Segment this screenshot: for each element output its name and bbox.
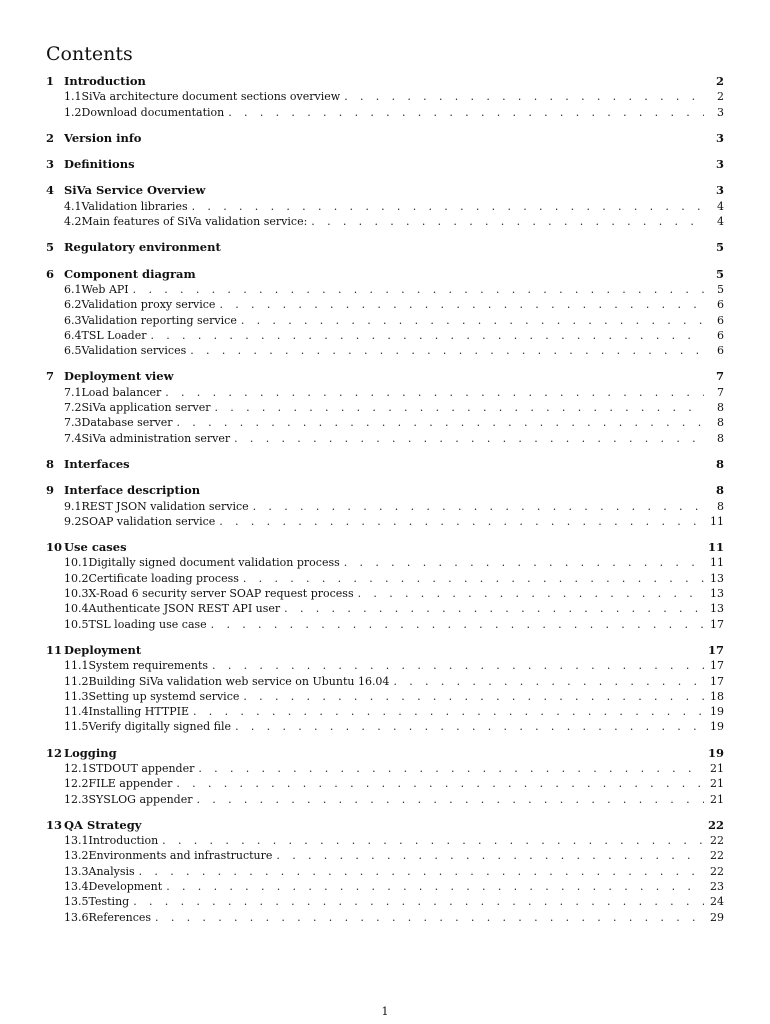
toc-subsection-entry[interactable] <box>46 689 724 704</box>
toc-subsection-entry[interactable] <box>46 601 724 616</box>
subsection-page-number: 22 <box>710 849 724 863</box>
subsection-page-number: 23 <box>710 880 724 894</box>
subsection-page-number: 19 <box>710 720 724 734</box>
subsection-page-number: 6 <box>717 328 724 342</box>
section-page-number: 3 <box>715 183 724 198</box>
subsection-title: References <box>88 910 152 924</box>
subsection-title: Testing <box>88 895 130 909</box>
toc-subsection-entry[interactable] <box>46 761 724 776</box>
subsection-page-number: 4 <box>717 215 724 229</box>
subsection-page-number: 19 <box>710 705 724 719</box>
dot-leader <box>165 385 704 400</box>
section-title: Version info <box>64 130 142 145</box>
subsection-title: Validation proxy service <box>81 298 216 312</box>
section-number: 10 <box>46 540 63 555</box>
subsection-page-number: 29 <box>710 910 724 924</box>
subsection-page-number: 13 <box>710 571 724 585</box>
dot-leader <box>311 214 704 229</box>
dot-leader <box>243 689 704 704</box>
subsection-page-number: 21 <box>710 792 724 806</box>
subsection-title: Certificate loading process <box>88 571 239 585</box>
toc-subsection-entry[interactable] <box>46 894 724 909</box>
subsection-page-number: 22 <box>710 834 724 848</box>
section-page-number: 8 <box>715 483 724 498</box>
subsection-number: 12.3 <box>64 792 89 806</box>
toc-section <box>46 746 724 807</box>
subsection-number: 4.2 <box>64 215 82 229</box>
toc-section <box>46 369 724 445</box>
subsection-page-number: 2 <box>717 90 724 104</box>
subsection-title: STDOUT appender <box>88 761 195 775</box>
dot-leader <box>177 415 704 430</box>
subsection-page-number: 13 <box>710 602 724 616</box>
section-number: 12 <box>46 745 63 760</box>
dot-leader <box>235 719 704 734</box>
subsection-title: REST JSON validation service <box>81 499 249 513</box>
toc-section <box>46 74 724 120</box>
section-number: 7 <box>46 369 55 384</box>
subsection-number: 13.4 <box>64 880 89 894</box>
toc-subsection-entry[interactable] <box>46 704 724 719</box>
section-number: 13 <box>46 817 63 832</box>
subsection-page-number: 24 <box>710 895 724 909</box>
toc-heading: Contents <box>46 43 133 65</box>
subsection-number: 11.5 <box>64 720 89 734</box>
section-title: Interfaces <box>64 456 130 471</box>
section-page-number: 2 <box>715 74 724 88</box>
table-of-contents <box>46 74 724 925</box>
toc-subsection-entry[interactable] <box>46 658 724 673</box>
subsection-number: 10.3 <box>64 587 89 601</box>
subsection-number: 13.6 <box>64 910 89 924</box>
subsection-page-number: 5 <box>717 282 724 296</box>
subsection-title: Setting up systemd service <box>88 689 240 703</box>
section-page-number: 3 <box>715 130 724 145</box>
dot-leader <box>190 343 704 358</box>
subsection-title: FILE appender <box>88 777 173 791</box>
dot-leader <box>196 792 704 807</box>
toc-subsection-entry[interactable] <box>46 776 724 791</box>
section-title: Component diagram <box>64 266 196 281</box>
subsection-title: Database server <box>81 416 173 430</box>
subsection-number: 7.2 <box>64 401 82 415</box>
toc-section <box>46 818 724 925</box>
subsection-title: System requirements <box>88 659 209 673</box>
dot-leader <box>139 864 704 879</box>
subsection-title: Web API <box>81 282 129 296</box>
document-page <box>46 42 724 936</box>
subsection-title: TSL loading use case <box>88 617 207 631</box>
subsection-number: 12.1 <box>64 761 89 775</box>
subsection-page-number: 3 <box>717 105 724 119</box>
toc-section-entry[interactable] <box>46 369 724 384</box>
subsection-number: 10.1 <box>64 556 89 570</box>
subsection-title: Authenticate JSON REST API user <box>88 602 281 616</box>
toc-section <box>46 131 724 146</box>
section-page-number: 17 <box>707 642 724 657</box>
subsection-page-number: 22 <box>710 864 724 878</box>
section-number: 8 <box>46 456 55 471</box>
subsection-title: Verify digitally signed file <box>88 720 232 734</box>
toc-subsection-entry[interactable] <box>46 879 724 894</box>
subsection-page-number: 6 <box>717 344 724 358</box>
subsection-title: Environments and infrastructure <box>88 849 273 863</box>
section-page-number: 7 <box>715 369 724 384</box>
dot-leader <box>155 910 704 925</box>
subsection-page-number: 11 <box>710 556 724 570</box>
subsection-page-number: 18 <box>710 689 724 703</box>
subsection-title: SOAP validation service <box>81 514 216 528</box>
section-page-number: 5 <box>715 240 724 255</box>
toc-subsection-entry[interactable] <box>46 617 724 632</box>
section-number: 3 <box>46 157 55 172</box>
subsection-number: 1.2 <box>64 105 82 119</box>
dot-leader <box>166 879 704 894</box>
subsection-page-number: 4 <box>717 199 724 213</box>
toc-section-entry[interactable] <box>46 157 724 172</box>
subsection-page-number: 7 <box>717 385 724 399</box>
toc-section <box>46 183 724 229</box>
subsection-number: 7.3 <box>64 416 82 430</box>
dot-leader <box>344 89 704 104</box>
subsection-title: Validation services <box>81 344 187 358</box>
dot-leader <box>276 848 704 863</box>
subsection-number: 9.2 <box>64 514 82 528</box>
section-number: 4 <box>46 183 55 198</box>
dot-leader <box>358 586 704 601</box>
dot-leader <box>393 674 704 689</box>
section-page-number: 8 <box>715 456 724 471</box>
subsection-number: 10.2 <box>64 571 89 585</box>
subsection-title: Development <box>88 880 163 894</box>
subsection-number: 10.5 <box>64 617 89 631</box>
section-page-number: 11 <box>707 540 724 555</box>
subsection-number: 13.1 <box>64 834 89 848</box>
toc-subsection-entry[interactable] <box>46 415 724 430</box>
toc-subsection-entry[interactable] <box>46 89 724 104</box>
toc-section-entry[interactable] <box>46 131 724 146</box>
section-number: 1 <box>46 74 55 88</box>
subsection-number: 12.2 <box>64 777 89 791</box>
toc-section-entry[interactable] <box>46 643 724 658</box>
subsection-page-number: 8 <box>717 416 724 430</box>
dot-leader <box>211 617 704 632</box>
dot-leader <box>228 105 704 120</box>
toc-subsection-entry[interactable] <box>46 514 724 529</box>
subsection-title: Validation libraries <box>81 199 188 213</box>
subsection-title: Introduction <box>88 834 159 848</box>
toc-section <box>46 157 724 172</box>
subsection-number: 4.1 <box>64 199 82 213</box>
toc-subsection-entry[interactable] <box>46 674 724 689</box>
toc-subsection-entry[interactable] <box>46 385 724 400</box>
toc-subsection-entry[interactable] <box>46 499 724 514</box>
subsection-number: 1.1 <box>64 90 82 104</box>
section-number: 11 <box>46 642 63 657</box>
subsection-title: SiVa architecture document sections overview <box>81 90 341 104</box>
subsection-page-number: 8 <box>717 499 724 513</box>
section-title: Use cases <box>64 540 127 555</box>
subsection-title: TSL Loader <box>81 328 147 342</box>
subsection-title: SYSLOG appender <box>88 792 193 806</box>
page-number-footer: 1 <box>381 1005 389 1018</box>
toc-subsection-entry[interactable] <box>46 328 724 343</box>
subsection-number: 6.3 <box>64 313 82 327</box>
subsection-page-number: 6 <box>717 298 724 312</box>
dot-leader <box>133 282 704 297</box>
toc-section <box>46 643 724 735</box>
subsection-page-number: 8 <box>717 431 724 445</box>
toc-section <box>46 540 724 632</box>
toc-subsection-entry[interactable] <box>46 343 724 358</box>
dot-leader <box>162 833 704 848</box>
toc-subsection-entry[interactable] <box>46 586 724 601</box>
dot-leader <box>243 571 704 586</box>
subsection-title: Main features of SiVa validation service: <box>81 215 308 229</box>
toc-subsection-entry[interactable] <box>46 105 724 120</box>
subsection-number: 7.1 <box>64 385 82 399</box>
section-number: 9 <box>46 483 55 498</box>
section-title: QA Strategy <box>64 817 142 832</box>
subsection-title: Analysis <box>88 864 135 878</box>
subsection-number: 10.4 <box>64 602 89 616</box>
subsection-number: 11.4 <box>64 705 89 719</box>
toc-subsection-entry[interactable] <box>46 214 724 229</box>
subsection-page-number: 21 <box>710 761 724 775</box>
toc-subsection-entry[interactable] <box>46 910 724 925</box>
dot-leader <box>219 297 704 312</box>
subsection-number: 13.2 <box>64 849 89 863</box>
dot-leader <box>241 313 704 328</box>
subsection-title: Building SiVa validation web service on Ubuntu 16.04 <box>88 674 390 688</box>
subsection-title: Download documentation <box>81 105 225 119</box>
toc-section-entry[interactable] <box>46 74 724 89</box>
toc-subsection-entry[interactable] <box>46 555 724 570</box>
section-page-number: 19 <box>707 745 724 760</box>
subsection-title: SiVa application server <box>81 401 211 415</box>
subsection-title: Load balancer <box>81 385 162 399</box>
dot-leader <box>176 776 704 791</box>
dot-leader <box>219 514 704 529</box>
dot-leader <box>253 499 704 514</box>
toc-subsection-entry[interactable] <box>46 864 724 879</box>
toc-subsection-entry[interactable] <box>46 571 724 586</box>
toc-section <box>46 457 724 472</box>
subsection-number: 6.4 <box>64 328 82 342</box>
subsection-title: Installing HTTPIE <box>88 705 189 719</box>
section-title: Deployment view <box>64 369 174 384</box>
toc-subsection-entry[interactable] <box>46 833 724 848</box>
subsection-number: 9.1 <box>64 499 82 513</box>
subsection-number: 6.5 <box>64 344 82 358</box>
subsection-page-number: 6 <box>717 313 724 327</box>
section-page-number: 3 <box>715 157 724 172</box>
section-title: Definitions <box>64 157 135 172</box>
dot-leader <box>192 199 704 214</box>
section-title: Regulatory environment <box>64 240 221 255</box>
section-number: 6 <box>46 266 55 281</box>
dot-leader <box>133 894 704 909</box>
dot-leader <box>150 328 704 343</box>
toc-subsection-entry[interactable] <box>46 400 724 415</box>
section-title: Introduction <box>64 74 146 88</box>
toc-section-entry[interactable] <box>46 457 724 472</box>
dot-leader <box>234 431 704 446</box>
subsection-number: 11.3 <box>64 689 89 703</box>
subsection-number: 11.1 <box>64 659 89 673</box>
subsection-page-number: 17 <box>710 674 724 688</box>
section-title: SiVa Service Overview <box>64 183 206 198</box>
subsection-number: 7.4 <box>64 431 82 445</box>
toc-section <box>46 240 724 255</box>
toc-subsection-entry[interactable] <box>46 313 724 328</box>
subsection-page-number: 11 <box>710 514 724 528</box>
toc-section-entry[interactable] <box>46 540 724 555</box>
dot-leader <box>212 658 704 673</box>
toc-section-entry[interactable] <box>46 267 724 282</box>
section-page-number: 22 <box>707 817 724 832</box>
toc-subsection-entry[interactable] <box>46 719 724 734</box>
subsection-title: SiVa administration server <box>81 431 231 445</box>
subsection-number: 13.3 <box>64 864 89 878</box>
toc-section-entry[interactable] <box>46 746 724 761</box>
dot-leader <box>214 400 704 415</box>
toc-subsection-entry[interactable] <box>46 297 724 312</box>
subsection-number: 13.5 <box>64 895 89 909</box>
dot-leader <box>344 555 704 570</box>
section-title: Logging <box>64 745 117 760</box>
subsection-title: Validation reporting service <box>81 313 237 327</box>
dot-leader <box>198 761 704 776</box>
dot-leader <box>193 704 704 719</box>
section-title: Interface description <box>64 483 201 498</box>
subsection-number: 6.2 <box>64 298 82 312</box>
toc-subsection-entry[interactable] <box>46 282 724 297</box>
subsection-page-number: 17 <box>710 617 724 631</box>
toc-subsection-entry[interactable] <box>46 848 724 863</box>
subsection-number: 11.2 <box>64 674 89 688</box>
section-number: 2 <box>46 130 55 145</box>
toc-section-entry[interactable] <box>46 818 724 833</box>
toc-subsection-entry[interactable] <box>46 199 724 214</box>
subsection-page-number: 21 <box>710 777 724 791</box>
subsection-number: 6.1 <box>64 282 82 296</box>
toc-subsection-entry[interactable] <box>46 792 724 807</box>
subsection-page-number: 8 <box>717 401 724 415</box>
toc-subsection-entry[interactable] <box>46 431 724 446</box>
subsection-page-number: 17 <box>710 659 724 673</box>
subsection-title: Digitally signed document validation process <box>88 556 340 570</box>
toc-section <box>46 483 724 529</box>
toc-section <box>46 267 724 359</box>
section-title: Deployment <box>64 642 142 657</box>
toc-section-entry[interactable] <box>46 240 724 255</box>
section-number: 5 <box>46 240 55 255</box>
subsection-title: X-Road 6 security server SOAP request process <box>88 587 354 601</box>
subsection-page-number: 13 <box>710 587 724 601</box>
section-page-number: 5 <box>715 266 724 281</box>
toc-section-entry[interactable] <box>46 183 724 198</box>
toc-section-entry[interactable] <box>46 483 724 498</box>
dot-leader <box>284 601 704 616</box>
